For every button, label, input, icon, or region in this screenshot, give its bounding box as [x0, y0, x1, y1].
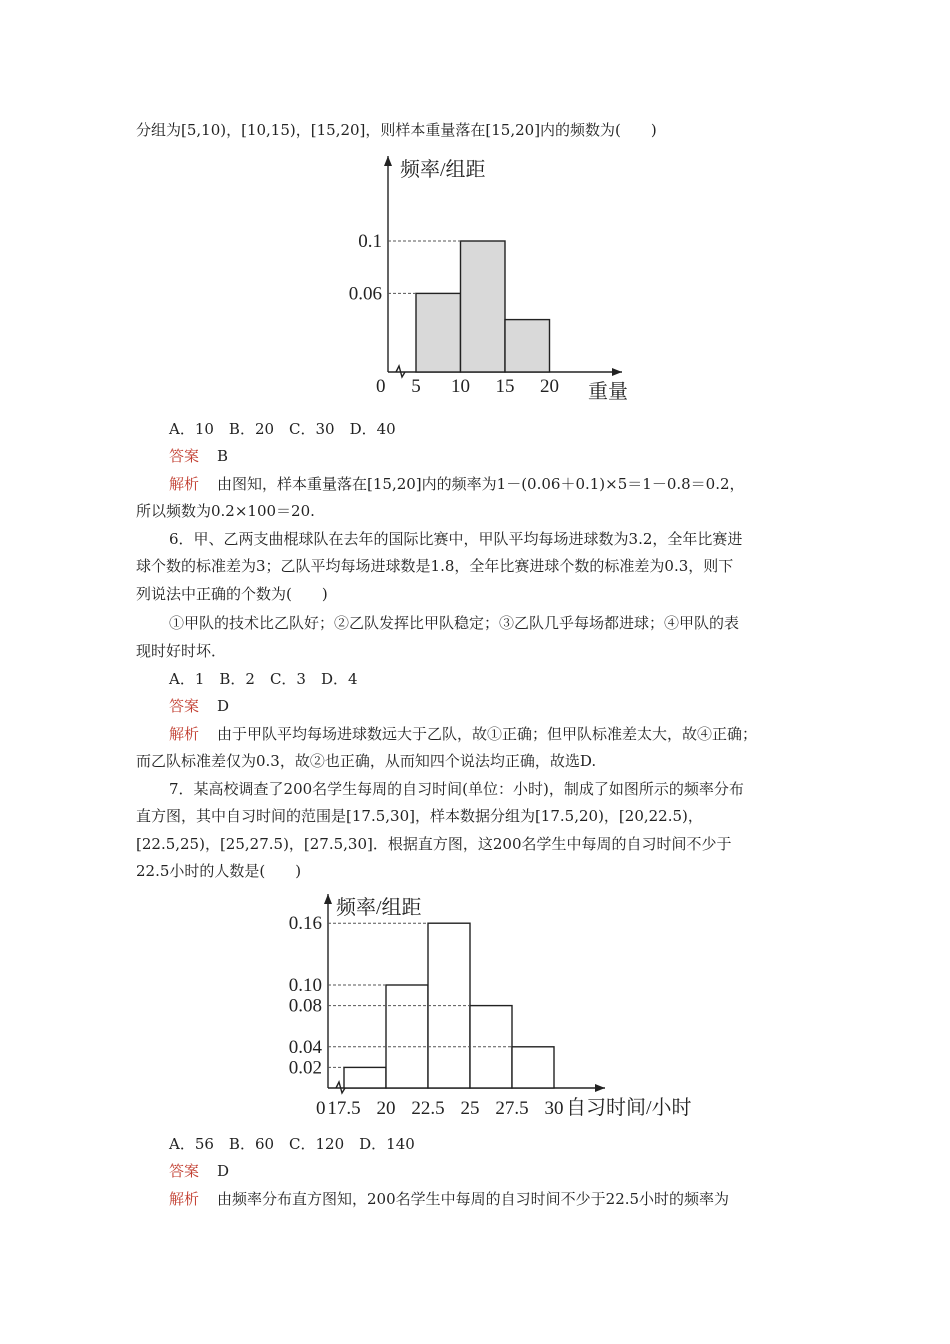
chart1-ylabel: 频率/组距 — [400, 159, 486, 181]
histogram-bar — [344, 1067, 386, 1088]
xtick-label: 20 — [376, 1098, 396, 1119]
analysis-label: 解析 — [169, 475, 200, 493]
q5-analysis-2: 所以频数为0.2×100＝20. — [136, 502, 315, 520]
q5-options: A．10 B．20 C．30 D．40 — [169, 420, 396, 438]
ytick-label: 0.04 — [288, 1036, 322, 1058]
q6-line-2: 球个数的标准差为3；乙队平均每场进球数是1.8，全年比赛进球个数的标准差为0.3，则下 — [136, 557, 734, 575]
q6-line-3: 列说法中正确的个数为( ) — [136, 585, 328, 603]
ytick-label: 0.10 — [288, 975, 322, 996]
ytick-label: 0.1 — [358, 231, 382, 252]
q6-answer-line — [169, 696, 229, 716]
q6-analysis-1: 由于甲队平均每场进球数远大于乙队，故①正确；但甲队标准差太大，故④正确； — [217, 725, 758, 743]
histogram-weight — [330, 150, 650, 410]
q6-analysis-2: 而乙队标准差仅为0.3，故②也正确，从而知四个说法均正确，故选D. — [136, 752, 597, 770]
x-axis-arrow — [595, 1084, 605, 1092]
q6-line-4: ①甲队的技术比乙队好；②乙队发挥比甲队稳定；③乙队几乎每场都进球；④甲队的表 — [169, 614, 740, 632]
xtick-label: 20 — [540, 376, 559, 397]
x-axis-arrow — [612, 368, 622, 376]
q7-answer-line — [169, 1161, 229, 1181]
y-axis-arrow — [324, 894, 332, 904]
q7-line-3: [22.5,25)，[25,27.5)，[27.5,30]．根据直方图，这200名学生中每周的自习时间不少于 — [136, 835, 732, 853]
xtick-label: 22.5 — [411, 1098, 445, 1119]
y-axis-arrow — [384, 156, 392, 166]
xtick-label: 5 — [411, 376, 421, 397]
analysis-label: 解析 — [169, 725, 200, 743]
answer-label: 答案 — [169, 447, 200, 465]
ytick-label: 0.16 — [288, 913, 322, 935]
q6-options: A．1 B．2 C．3 D．4 — [169, 670, 358, 688]
histogram-bar — [386, 985, 428, 1088]
answer-label: 答案 — [169, 697, 200, 715]
histogram-bar — [512, 1047, 554, 1088]
ytick-label: 0.02 — [288, 1057, 322, 1079]
xtick-label: 25 — [460, 1098, 480, 1119]
q7-line-4: 22.5小时的人数是( ) — [136, 862, 302, 880]
q7-line-1: 7．某高校调查了200名学生每周的自习时间(单位：小时)，制成了如图所示的频率分布 — [169, 780, 744, 798]
histogram-bar — [461, 241, 506, 372]
analysis-label: 解析 — [169, 1190, 200, 1208]
xtick-label: 27.5 — [495, 1098, 529, 1119]
chart1-xlabel: 重量 — [588, 381, 628, 403]
q7-line-2: 直方图，其中自习时间的范围是[17.5,30]，样本数据分组为[17.5,20)，[20,22.5)， — [136, 807, 703, 825]
xtick-label: 15 — [495, 376, 515, 397]
q7-analysis-line — [169, 1189, 729, 1209]
q6-answer: D — [217, 697, 230, 715]
histogram-bar — [505, 320, 550, 372]
chart2-xlabel: 自习时间/小时 — [566, 1097, 692, 1119]
question5-continuation: 分组为[5,10)，[10,15)，[15,20]，则样本重量落在[15,20]内的频数为( ) — [136, 121, 657, 139]
ytick-label: 0.06 — [348, 283, 382, 305]
histogram-study-time — [280, 888, 710, 1128]
q7-analysis-1: 由频率分布直方图知，200名学生中每周的自习时间不少于22.5小时的频率为 — [217, 1190, 730, 1208]
q6-line-5: 现时好时坏． — [136, 642, 227, 660]
chart1-origin-label: 0 — [376, 376, 386, 397]
q5-analysis-line — [169, 474, 745, 494]
answer-label: 答案 — [169, 1162, 200, 1180]
xtick-label: 17.5 — [327, 1098, 361, 1119]
chart2-origin-label: 0 — [316, 1098, 326, 1119]
q6-line-1: 6．甲、乙两支曲棍球队在去年的国际比赛中，甲队平均每场进球数为3.2，全年比赛进 — [169, 530, 743, 548]
q5-answer-line — [169, 446, 228, 466]
q6-analysis-line — [169, 724, 757, 744]
q7-options: A．56 B．60 C．120 D．140 — [169, 1135, 415, 1153]
ytick-label: 0.08 — [288, 995, 322, 1017]
xtick-label: 30 — [544, 1098, 564, 1119]
histogram-bar — [416, 293, 461, 372]
chart2-ylabel: 频率/组距 — [336, 897, 422, 919]
q5-analysis-1: 由图知，样本重量落在[15,20]内的频率为1－(0.06＋0.1)×5＝1－0.8＝0.2， — [217, 475, 745, 493]
xtick-label: 10 — [451, 376, 470, 397]
q5-answer: B — [217, 447, 229, 465]
q7-answer: D — [217, 1162, 230, 1180]
